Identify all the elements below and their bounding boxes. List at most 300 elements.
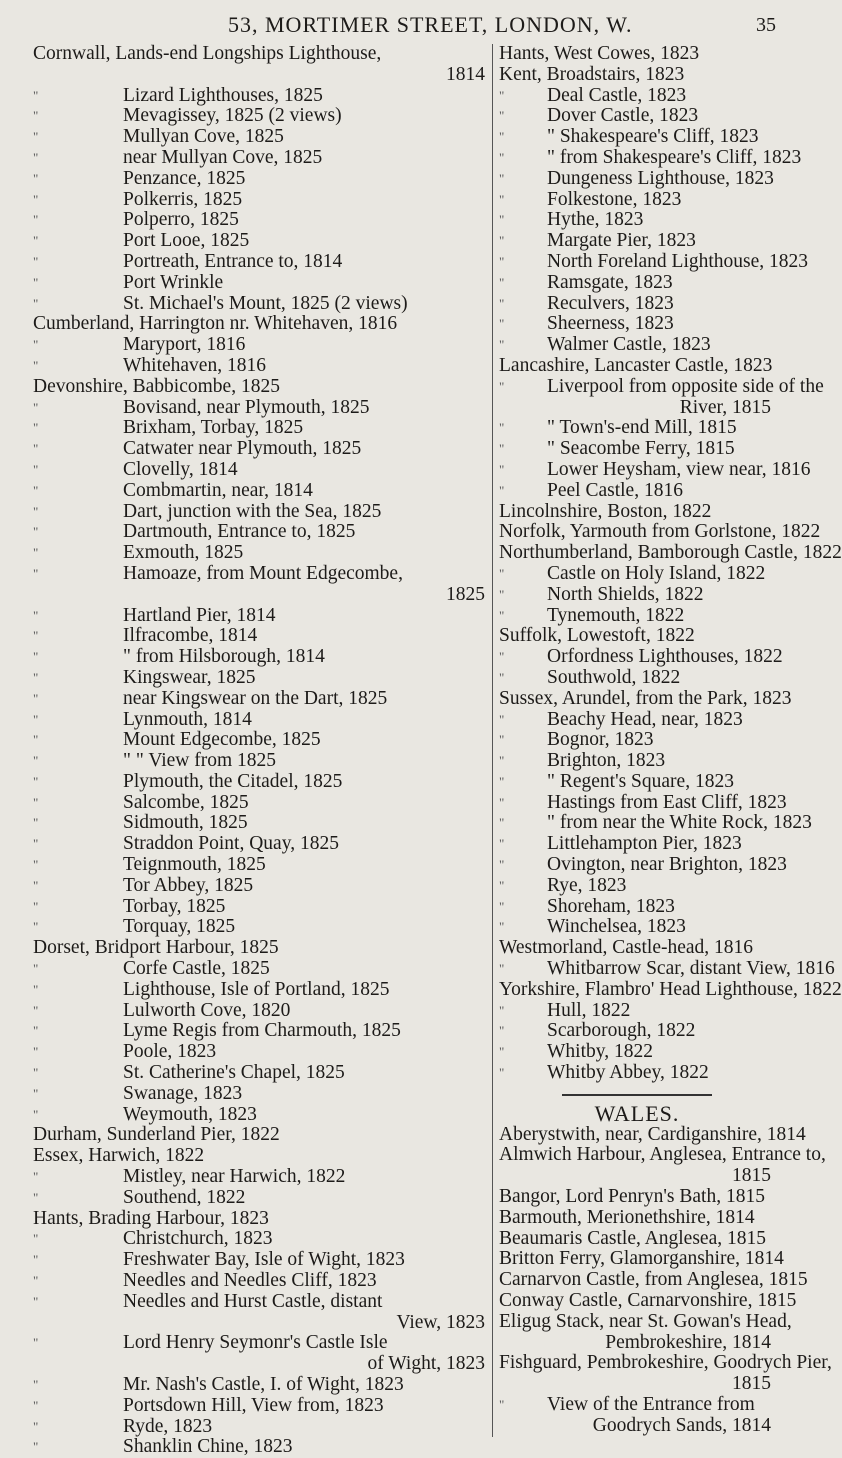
list-item — [33, 1313, 489, 1334]
list-item — [33, 1001, 489, 1022]
list-item — [33, 813, 489, 834]
ditto-mark: " — [499, 316, 505, 332]
entry-text: Beachy Head, near, 1823 — [547, 708, 743, 730]
list-item — [33, 1229, 489, 1250]
entry-text: Ilfracombe, 1814 — [123, 625, 258, 647]
entry-text: near Kingswear on the Dart, 1825 — [123, 687, 388, 709]
county-heading: Durham, Sunderland Pier, 1822 — [33, 1124, 280, 1146]
entry-text: Plymouth, the Citadel, 1825 — [123, 770, 343, 792]
entry-text: Shoreham, 1823 — [547, 895, 675, 917]
entry-text: Weymouth, 1823 — [123, 1103, 257, 1125]
entry-text: Peel Castle, 1816 — [547, 479, 683, 501]
list-item — [499, 146, 802, 169]
list-item — [499, 751, 775, 772]
ditto-mark: " — [33, 1377, 39, 1392]
ditto-mark: " — [499, 607, 505, 623]
county-heading: Dorset, Bridport Harbour, 1825 — [33, 937, 279, 959]
ditto-mark: " — [33, 732, 39, 748]
ditto-mark: " — [33, 295, 39, 311]
entry-text: Mullyan Cove, 1825 — [123, 126, 284, 148]
list-item — [499, 1310, 792, 1333]
list-item — [499, 86, 775, 107]
entry-text: Hythe, 1823 — [547, 209, 644, 231]
entry-text: Ovington, near Brighton, 1823 — [547, 854, 787, 876]
ditto-mark: " — [33, 191, 39, 207]
ditto-mark: " — [33, 461, 39, 477]
ditto-mark: " — [499, 129, 505, 145]
entry-text: Straddon Point, Quay, 1825 — [123, 833, 339, 855]
ditto-mark: " — [33, 503, 39, 519]
list-item — [499, 375, 824, 398]
entry-text: Whitbarrow Scar, distant View, 1816 — [547, 958, 835, 980]
county-heading: Norfolk, Yarmouth from Gorlstone, 1822 — [499, 521, 821, 543]
list-item — [33, 522, 489, 543]
list-item — [33, 876, 489, 897]
ditto-mark: " — [499, 441, 505, 457]
county-heading: Beaumaris Castle, Anglesea, 1815 — [499, 1227, 766, 1249]
ditto-mark: " — [33, 711, 39, 727]
ditto-mark: " — [499, 877, 505, 893]
ditto-mark: " — [33, 420, 39, 436]
list-item — [499, 772, 775, 793]
list-item — [33, 210, 489, 231]
county-heading: Barmouth, Merionethshire, 1814 — [499, 1206, 755, 1228]
ditto-mark: " — [33, 545, 39, 561]
ditto-mark: " — [499, 711, 505, 727]
ditto-mark: " — [499, 482, 505, 498]
entry-text: Dungeness Lighthouse, 1823 — [547, 167, 774, 189]
county-heading: Fishguard, Pembrokeshire, Goodrych Pier, — [499, 1352, 832, 1374]
list-item — [499, 127, 775, 148]
ditto-mark: " — [33, 815, 39, 831]
ditto-mark: " — [499, 649, 505, 665]
entry-text: Ramsgate, 1823 — [547, 271, 673, 293]
list-item — [33, 460, 489, 481]
list-item — [33, 1125, 489, 1146]
ditto-mark: " — [499, 274, 505, 290]
list-item — [499, 294, 775, 315]
list-item — [499, 1144, 826, 1166]
entry-text: Torquay, 1825 — [123, 916, 236, 938]
ditto-mark: " — [33, 773, 39, 789]
entry-continuation: Pembrokeshire, 1814 — [605, 1331, 771, 1353]
entry-text: Lizard Lighthouses, 1825 — [123, 84, 323, 106]
ditto-mark: " — [499, 420, 505, 436]
entry-text: " Town's-end Mill, 1815 — [547, 417, 737, 439]
ditto-mark: " — [499, 898, 505, 914]
ditto-mark: " — [33, 1044, 39, 1060]
entry-text: Deal Castle, 1823 — [547, 84, 687, 106]
list-item — [33, 148, 489, 169]
ditto-mark: " — [33, 170, 39, 186]
ditto-mark: " — [33, 836, 39, 852]
list-item — [33, 1250, 489, 1271]
list-item — [499, 481, 775, 502]
entry-text: Catwater near Plymouth, 1825 — [123, 438, 362, 460]
ditto-mark: " — [499, 794, 505, 810]
entry-text: Polkerris, 1825 — [123, 188, 243, 210]
ditto-mark: " — [33, 857, 39, 873]
list-item — [33, 626, 489, 647]
ditto-mark: " — [33, 1335, 39, 1351]
list-item — [33, 44, 489, 65]
entry-text: Dartmouth, Entrance to, 1825 — [123, 521, 356, 543]
list-item — [499, 606, 775, 627]
ditto-mark: " — [33, 357, 39, 373]
list-item — [499, 65, 775, 86]
list-item — [499, 1395, 775, 1416]
ditto-mark: " — [33, 1002, 39, 1018]
county-heading: Yorkshire, Flambro' Head Lighthouse, 1822 — [499, 978, 842, 1000]
list-item — [33, 897, 489, 918]
list-item — [499, 1229, 775, 1250]
list-item — [499, 1269, 808, 1291]
list-item — [33, 980, 489, 1001]
list-item — [33, 668, 489, 689]
list-item — [499, 231, 775, 252]
list-item — [33, 793, 489, 814]
entry-text: Lighthouse, Isle of Portland, 1825 — [123, 978, 390, 1000]
entry-continuation: River, 1815 — [679, 396, 771, 418]
county-heading: Bangor, Lord Penryn's Bath, 1815 — [499, 1186, 765, 1208]
entry-text: Hamoaze, from Mount Edgecombe, — [123, 562, 403, 584]
entry-text: " from near the White Rock, 1823 — [547, 812, 812, 834]
ditto-mark: " — [33, 212, 39, 228]
list-item — [33, 314, 489, 335]
ditto-mark: " — [33, 898, 39, 914]
list-item — [33, 335, 489, 356]
list-item — [499, 710, 775, 731]
page-title: 53, MORTIMER STREET, LONDON, W. — [228, 12, 633, 37]
list-item — [499, 1333, 775, 1354]
list-item — [33, 543, 489, 564]
entry-text: Polperro, 1825 — [123, 209, 239, 231]
county-heading: Sussex, Arundel, from the Park, 1823 — [499, 687, 792, 709]
entry-continuation: 1825 — [446, 583, 485, 605]
ditto-mark: " — [33, 753, 39, 769]
entry-text: Clovelly, 1814 — [123, 458, 238, 480]
ditto-mark: " — [33, 524, 39, 540]
entry-text: Mr. Nash's Castle, I. of Wight, 1823 — [123, 1374, 404, 1395]
entry-text: Mistley, near Harwich, 1822 — [123, 1166, 346, 1188]
entry-text: Kingswear, 1825 — [123, 666, 256, 688]
county-heading: Almwich Harbour, Anglesea, Entrance to, — [499, 1144, 826, 1166]
entry-text: Penzance, 1825 — [123, 167, 246, 189]
ditto-mark: " — [33, 628, 39, 644]
ditto-mark: " — [33, 233, 39, 249]
ditto-mark: " — [499, 108, 505, 124]
list-item — [33, 377, 489, 398]
county-heading: Kent, Broadstairs, 1823 — [499, 63, 685, 85]
ditto-mark: " — [499, 149, 505, 165]
list-item — [499, 917, 775, 938]
entry-continuation: 1815 — [732, 1165, 771, 1187]
list-item — [33, 689, 489, 710]
ditto-mark: " — [499, 773, 505, 789]
ditto-mark: " — [33, 399, 39, 415]
list-item — [499, 1416, 775, 1437]
list-item — [499, 1001, 775, 1022]
ditto-mark: " — [499, 87, 505, 103]
entry-text: Whitehaven, 1816 — [123, 354, 266, 376]
list-item — [33, 585, 489, 606]
entry-text: " Regent's Square, 1823 — [547, 770, 734, 792]
entry-continuation: Goodrych Sands, 1814 — [592, 1414, 771, 1436]
entry-text: Bovisand, near Plymouth, 1825 — [123, 396, 370, 418]
list-item — [33, 647, 489, 668]
ditto-mark: " — [499, 295, 505, 311]
ditto-mark: " — [33, 649, 39, 665]
list-item — [499, 585, 775, 606]
ditto-mark: " — [33, 1252, 39, 1268]
list-item — [499, 938, 775, 959]
ditto-mark: " — [499, 586, 505, 602]
ditto-mark: " — [499, 212, 505, 228]
entry-text: Port Looe, 1825 — [123, 230, 250, 252]
ditto-mark: " — [499, 1002, 505, 1018]
list-item — [33, 1417, 489, 1438]
entry-text: Shanklin Chine, 1823 — [123, 1436, 293, 1458]
county-heading: Lancashire, Lancaster Castle, 1823 — [499, 354, 773, 376]
list-item — [33, 252, 489, 273]
entry-text: Portreath, Entrance to, 1814 — [123, 250, 343, 272]
list-item — [499, 169, 775, 190]
list-item — [499, 542, 842, 564]
list-item — [33, 231, 489, 252]
ditto-mark: " — [499, 961, 505, 977]
entry-text: Bognor, 1823 — [547, 729, 654, 751]
entry-text: Dover Castle, 1823 — [547, 105, 699, 127]
ditto-mark: " — [33, 129, 39, 145]
entry-text: near Mullyan Cove, 1825 — [123, 146, 323, 168]
list-item — [33, 564, 489, 585]
list-item — [33, 86, 489, 107]
entry-text: Southend, 1822 — [123, 1186, 246, 1208]
list-item — [499, 564, 775, 585]
ditto-mark: " — [33, 1439, 39, 1455]
ditto-mark: " — [33, 1085, 39, 1101]
list-item — [499, 854, 787, 876]
list-item — [33, 481, 489, 502]
entry-text: Orfordness Lighthouses, 1822 — [547, 646, 783, 668]
county-heading: Suffolk, Lowestoft, 1822 — [499, 625, 695, 647]
list-item — [499, 1042, 775, 1063]
list-item — [33, 1063, 489, 1084]
entry-text: Southwold, 1822 — [547, 666, 681, 688]
list-item — [33, 1167, 489, 1188]
list-item — [499, 106, 775, 127]
list-item — [33, 1105, 489, 1126]
list-item — [33, 1271, 489, 1292]
ditto-mark: " — [33, 1106, 39, 1122]
entry-text: North Shields, 1822 — [547, 583, 704, 605]
list-item — [499, 897, 775, 918]
entry-text: Tor Abbey, 1825 — [123, 874, 254, 896]
ditto-mark: " — [33, 337, 39, 353]
county-heading: Cumberland, Harrington nr. Whitehaven, 1816 — [33, 313, 398, 335]
entry-text: Brixham, Torbay, 1825 — [123, 417, 304, 439]
list-item — [33, 439, 489, 460]
list-item — [33, 1021, 489, 1042]
wales-heading: WALES. — [594, 1100, 680, 1126]
county-heading: Conway Castle, Carnarvonshire, 1815 — [499, 1290, 797, 1312]
entry-text: Sheerness, 1823 — [547, 313, 674, 335]
entry-text: Lord Henry Seymonr's Castle Isle — [123, 1332, 388, 1354]
ditto-mark: " — [33, 690, 39, 706]
entry-text: Littlehampton Pier, 1823 — [547, 833, 742, 855]
ditto-mark: " — [499, 565, 505, 581]
county-heading: Essex, Harwich, 1822 — [33, 1145, 205, 1167]
list-item — [33, 190, 489, 211]
list-item — [499, 687, 792, 710]
county-heading: Eligug Stack, near St. Gowan's Head, — [499, 1310, 792, 1332]
ditto-mark: " — [499, 815, 505, 831]
ditto-mark: " — [499, 461, 505, 477]
list-item — [33, 730, 489, 751]
entry-text: Hastings from East Cliff, 1823 — [547, 791, 787, 813]
entry-text: North Foreland Lighthouse, 1823 — [547, 250, 809, 272]
county-heading: Devonshire, Babbicombe, 1825 — [33, 375, 280, 397]
ditto-mark: " — [499, 378, 505, 394]
list-item — [33, 1354, 489, 1375]
entry-text: Hartland Pier, 1814 — [123, 604, 276, 626]
entry-continuation: 1814 — [446, 63, 485, 85]
county-heading: Britton Ferry, Glamorganshire, 1814 — [499, 1248, 784, 1270]
entry-text: Needles and Needles Cliff, 1823 — [123, 1270, 377, 1292]
list-item — [499, 958, 835, 980]
list-item — [499, 1374, 775, 1395]
list-item — [33, 1333, 489, 1354]
entry-text: Port Wrinkle — [123, 271, 224, 293]
entry-text: Maryport, 1816 — [123, 334, 246, 356]
ditto-mark: " — [499, 857, 505, 873]
list-item — [33, 398, 489, 419]
list-item — [499, 646, 783, 668]
list-item — [499, 1187, 775, 1208]
list-item — [33, 606, 489, 627]
ditto-mark: " — [499, 1397, 505, 1412]
page-number: 35 — [756, 14, 776, 36]
left-column — [33, 44, 489, 1458]
county-heading: Lincolnshire, Boston, 1822 — [499, 500, 712, 522]
ditto-mark: " — [33, 1065, 39, 1081]
ditto-mark: " — [499, 753, 505, 769]
entry-text: Swanage, 1823 — [123, 1082, 243, 1104]
ditto-mark: " — [499, 1065, 505, 1081]
list-item — [499, 502, 775, 523]
list-item — [33, 959, 489, 980]
ditto-mark: " — [33, 149, 39, 165]
entry-text: Reculvers, 1823 — [547, 292, 674, 314]
entry-text: Castle on Holy Island, 1822 — [547, 562, 766, 584]
list-item — [33, 1437, 489, 1458]
list-item — [499, 978, 842, 1001]
list-item — [33, 1084, 489, 1105]
ditto-mark: " — [33, 274, 39, 290]
entry-text: Rye, 1823 — [547, 874, 627, 896]
ditto-mark: " — [33, 1189, 39, 1205]
list-item — [33, 169, 489, 190]
ditto-mark: " — [499, 233, 505, 249]
ditto-mark: " — [33, 669, 39, 685]
list-item — [33, 1375, 489, 1396]
list-item — [499, 273, 775, 294]
list-item — [33, 273, 489, 294]
list-item — [499, 418, 775, 439]
list-item — [33, 1396, 489, 1417]
entry-text: Mevagissey, 1825 (2 views) — [123, 105, 342, 127]
entry-text: Teignmouth, 1825 — [123, 854, 266, 876]
list-item — [33, 1146, 489, 1167]
list-item — [499, 626, 775, 647]
entry-text: Portsdown Hill, View from, 1823 — [123, 1394, 384, 1416]
ditto-mark: " — [499, 836, 505, 852]
list-item — [499, 1208, 775, 1229]
entry-text: Liverpool from opposite side of the — [547, 375, 824, 397]
right-column-entries — [499, 43, 842, 1084]
county-heading: Westmorland, Castle-head, 1816 — [499, 937, 754, 959]
ditto-mark: " — [499, 337, 505, 353]
entry-text: Dart, junction with the Sea, 1825 — [123, 500, 382, 522]
list-item — [499, 812, 812, 834]
entry-text: Whitby Abbey, 1822 — [547, 1062, 709, 1084]
list-item — [499, 521, 821, 543]
entry-text: Lulworth Cove, 1820 — [123, 999, 291, 1021]
county-heading: Carnarvon Castle, from Anglesea, 1815 — [499, 1269, 808, 1291]
list-item — [499, 1352, 832, 1374]
list-item — [33, 1209, 489, 1230]
entry-text: Scarborough, 1822 — [547, 1020, 696, 1042]
list-item — [33, 938, 489, 959]
entry-text: Ryde, 1823 — [123, 1415, 213, 1437]
list-item — [499, 1248, 784, 1270]
entry-text: Torbay, 1825 — [123, 895, 226, 917]
entry-text: " from Hilsborough, 1814 — [123, 646, 325, 668]
ditto-mark: " — [499, 170, 505, 186]
entry-text: Folkestone, 1823 — [547, 188, 682, 210]
entry-text: Lynmouth, 1814 — [123, 708, 252, 730]
wales-entries — [499, 1123, 832, 1437]
entry-text: Margate Pier, 1823 — [547, 230, 696, 252]
ditto-mark: " — [33, 87, 39, 103]
ditto-mark: " — [499, 1044, 505, 1060]
ditto-mark: " — [499, 669, 505, 685]
ditto-mark: " — [33, 565, 39, 581]
list-item — [499, 190, 775, 211]
list-item — [33, 751, 489, 772]
ditto-mark: " — [33, 1231, 39, 1247]
list-item — [499, 1166, 775, 1187]
list-item — [33, 418, 489, 439]
entry-text: " Shakespeare's Cliff, 1823 — [547, 126, 759, 148]
ditto-mark: " — [33, 1397, 39, 1413]
list-item — [499, 834, 775, 855]
entry-text: Sidmouth, 1825 — [123, 812, 248, 834]
list-item — [499, 458, 811, 481]
county-heading: Hants, West Cowes, 1823 — [499, 43, 700, 64]
ditto-mark: " — [33, 1023, 39, 1039]
county-heading: Cornwall, Lands-end Longships Lighthouse, — [33, 43, 382, 64]
entry-text: Whitby, 1822 — [547, 1041, 653, 1063]
entry-text: " " View from 1825 — [123, 750, 277, 772]
entry-continuation: View, 1823 — [396, 1311, 485, 1333]
list-item — [33, 106, 489, 127]
entry-text: Hull, 1822 — [547, 999, 631, 1021]
list-item — [33, 502, 489, 523]
county-heading: Aberystwith, near, Cardiganshire, 1814 — [499, 1123, 806, 1145]
entry-text: Mount Edgecombe, 1825 — [123, 729, 321, 751]
list-item — [499, 439, 775, 460]
